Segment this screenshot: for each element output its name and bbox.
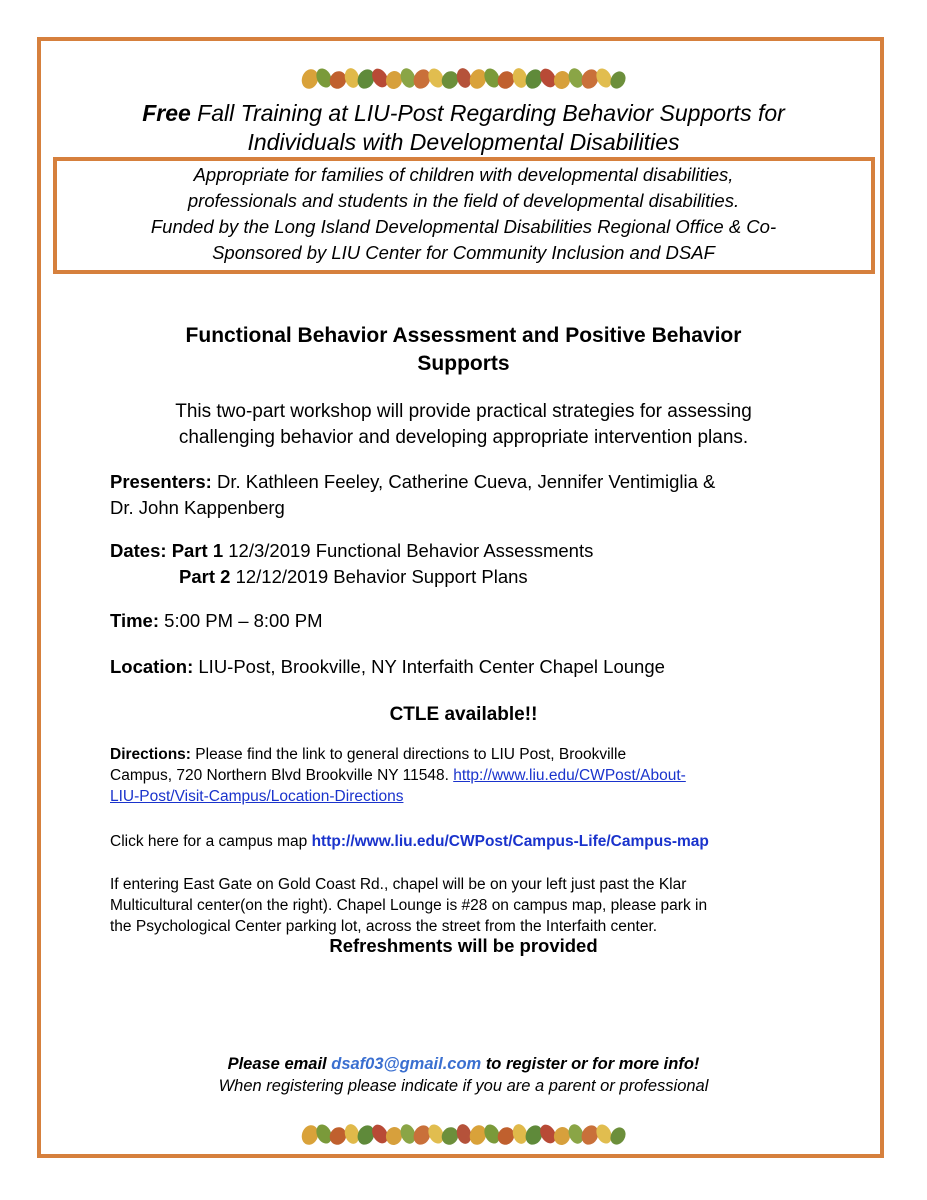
ctle-notice: CTLE available!! — [389, 704, 538, 725]
campus-map-text: Click here for a campus map — [110, 833, 308, 850]
directions-line1: Please find the link to general directions to LIU Post, Brookville — [195, 746, 627, 763]
entering-line2: Multicultural center(on the right). Chapel Lounge is #28 on campus map, please park in — [110, 897, 708, 914]
location-section — [110, 654, 830, 680]
refreshments-notice: Refreshments will be provided — [329, 935, 598, 956]
part2-label: Part 2 — [179, 566, 231, 587]
sponsor-line: Funded by the Long Island Developmental Disabilities Regional Office & Co- — [150, 216, 777, 237]
directions-link-part1[interactable]: http://www.liu.edu/CWPost/About- — [453, 767, 686, 784]
workshop-title-line2: Supports — [417, 352, 510, 375]
presenters-section — [110, 469, 830, 521]
sponsor-line: Appropriate for families of children with developmental disabilities, — [193, 164, 734, 185]
time-label: Time: — [110, 610, 160, 631]
workshop-desc-line2: challenging behavior and developing appropriate intervention plans. — [178, 427, 749, 448]
register-email-link[interactable]: dsaf03@gmail.com — [331, 1055, 482, 1073]
email-suffix: to register or for more info! — [485, 1055, 700, 1073]
directions-link-part2[interactable]: LIU-Post/Visit-Campus/Location-Directions — [110, 788, 404, 805]
time-value: 5:00 PM – 8:00 PM — [164, 610, 323, 631]
campus-map-link[interactable]: http://www.liu.edu/CWPost/Campus-Life/Campus-map — [311, 833, 709, 850]
location-label: Location: — [110, 656, 194, 677]
entering-directions — [110, 874, 830, 937]
register-email-line — [60, 1053, 867, 1075]
title-line2: Individuals with Developmental Disabilities — [247, 129, 680, 155]
autumn-leaves-border-icon — [300, 66, 627, 92]
workshop-desc-line1: This two-part workshop will provide practical strategies for assessing — [175, 401, 752, 422]
dates-label: Dates: — [110, 540, 167, 561]
sponsor-line: professionals and students in the field of developmental disabilities. — [187, 190, 740, 211]
presenters-line2: Dr. John Kappenberg — [110, 497, 285, 518]
part1-label: Part 1 — [171, 540, 224, 561]
workshop-title — [100, 322, 827, 378]
part1-text: 12/3/2019 Functional Behavior Assessments — [228, 540, 594, 561]
workshop-title-line1: Functional Behavior Assessment and Positive Behavior — [185, 324, 742, 347]
entering-line3: the Psychological Center parking lot, across the street from the Interfaith center. — [110, 918, 658, 935]
title-free-word: Free — [142, 100, 191, 126]
page-title — [60, 99, 867, 157]
part2-text: 12/12/2019 Behavior Support Plans — [235, 566, 528, 587]
title-line1-rest: Fall Training at LIU-Post Regarding Behavior Supports for — [197, 100, 785, 126]
presenters-line1: Dr. Kathleen Feeley, Catherine Cueva, Jennifer Ventimiglia & — [216, 471, 716, 492]
autumn-leaves-border-icon — [300, 1122, 627, 1148]
location-value: LIU-Post, Brookville, NY Interfaith Center Chapel Lounge — [198, 656, 665, 677]
directions-label: Directions: — [110, 746, 191, 763]
directions-line2: Campus, 720 Northern Blvd Brookville NY 11548. — [110, 767, 449, 784]
dates-section — [110, 538, 830, 590]
entering-line1: If entering East Gate on Gold Coast Rd., chapel will be on your left just past the Klar — [110, 876, 687, 893]
sponsor-text — [60, 162, 867, 266]
sponsor-line: Sponsored by LIU Center for Community Inclusion and DSAF — [212, 242, 715, 263]
directions-section — [110, 744, 830, 807]
campus-map-section — [110, 831, 830, 852]
email-prefix: Please email — [227, 1055, 327, 1073]
workshop-description — [100, 399, 827, 451]
presenters-label: Presenters: — [110, 471, 212, 492]
register-note: When registering please indicate if you are a parent or professional — [218, 1077, 709, 1095]
time-section — [110, 608, 830, 634]
